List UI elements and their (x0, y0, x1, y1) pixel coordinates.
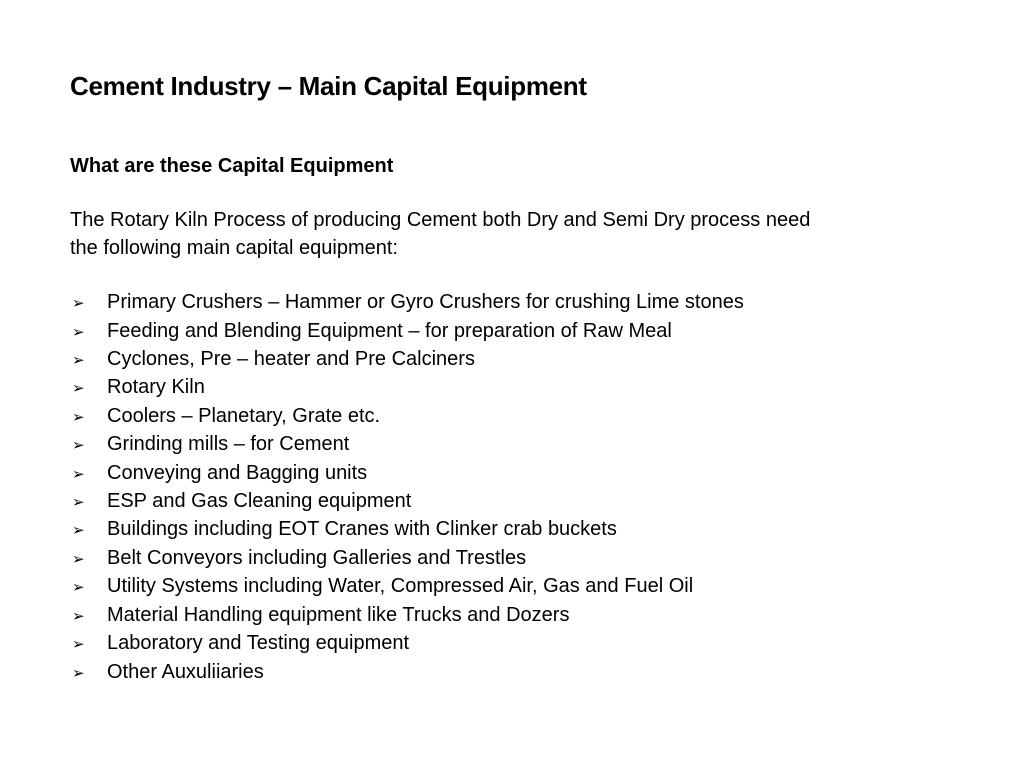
arrowhead-bullet-icon: ➢ (72, 379, 85, 398)
list-item-text: Other Auxuliiaries (107, 660, 264, 683)
arrowhead-bullet-icon: ➢ (72, 322, 85, 341)
section-subheading: What are these Capital Equipment (70, 155, 394, 177)
list-item (70, 630, 950, 658)
list-item (70, 573, 950, 601)
arrowhead-bullet-icon: ➢ (72, 606, 85, 625)
intro-line: The Rotary Kiln Process of producing Cement both Dry and Semi Dry process need (70, 209, 811, 232)
list-item-text: Grinding mills – for Cement (107, 433, 350, 456)
list-item (70, 403, 950, 431)
list-item (70, 602, 950, 630)
arrowhead-bullet-icon: ➢ (72, 635, 85, 654)
list-item (70, 659, 950, 687)
arrowhead-bullet-icon: ➢ (72, 351, 85, 370)
list-item (70, 346, 950, 374)
slide-title: Cement Industry – Main Capital Equipment (70, 71, 587, 101)
list-item-text: Rotary Kiln (107, 376, 205, 399)
equipment-list (70, 289, 950, 687)
list-item-text: Coolers – Planetary, Grate etc. (107, 404, 381, 427)
list-item (70, 289, 950, 317)
arrowhead-bullet-icon: ➢ (72, 493, 85, 512)
list-item-text: Buildings including EOT Cranes with Clinker crab buckets (107, 518, 617, 541)
list-item-text: ESP and Gas Cleaning equipment (107, 490, 412, 513)
slide-body (70, 153, 950, 687)
arrowhead-bullet-icon: ➢ (72, 578, 85, 597)
list-item-text: Material Handling equipment like Trucks and Dozers (107, 603, 570, 626)
arrowhead-bullet-icon: ➢ (72, 521, 85, 540)
arrowhead-bullet-icon: ➢ (72, 407, 85, 426)
list-item (70, 431, 950, 459)
list-item-text: Conveying and Bagging units (107, 461, 368, 484)
list-item-text: Primary Crushers – Hammer or Gyro Crushers for crushing Lime stones (107, 291, 744, 314)
list-item-text: Cyclones, Pre – heater and Pre Calciners (107, 348, 475, 371)
list-item (70, 545, 950, 573)
list-item-text: Feeding and Blending Equipment – for preparation of Raw Meal (107, 319, 672, 342)
list-item (70, 488, 950, 516)
list-item-text: Belt Conveyors including Galleries and Trestles (107, 546, 527, 569)
list-item (70, 516, 950, 544)
list-item (70, 318, 950, 346)
arrowhead-bullet-icon: ➢ (72, 549, 85, 568)
intro-line: the following main capital equipment: (70, 236, 398, 259)
arrowhead-bullet-icon: ➢ (72, 294, 85, 313)
list-item (70, 460, 950, 488)
list-item-text: Utility Systems including Water, Compressed Air, Gas and Fuel Oil (107, 575, 694, 598)
list-item (70, 374, 950, 402)
intro-paragraph (70, 207, 950, 262)
list-item-text: Laboratory and Testing equipment (107, 632, 410, 655)
arrowhead-bullet-icon: ➢ (72, 464, 85, 483)
arrowhead-bullet-icon: ➢ (72, 436, 85, 455)
arrowhead-bullet-icon: ➢ (72, 663, 85, 682)
